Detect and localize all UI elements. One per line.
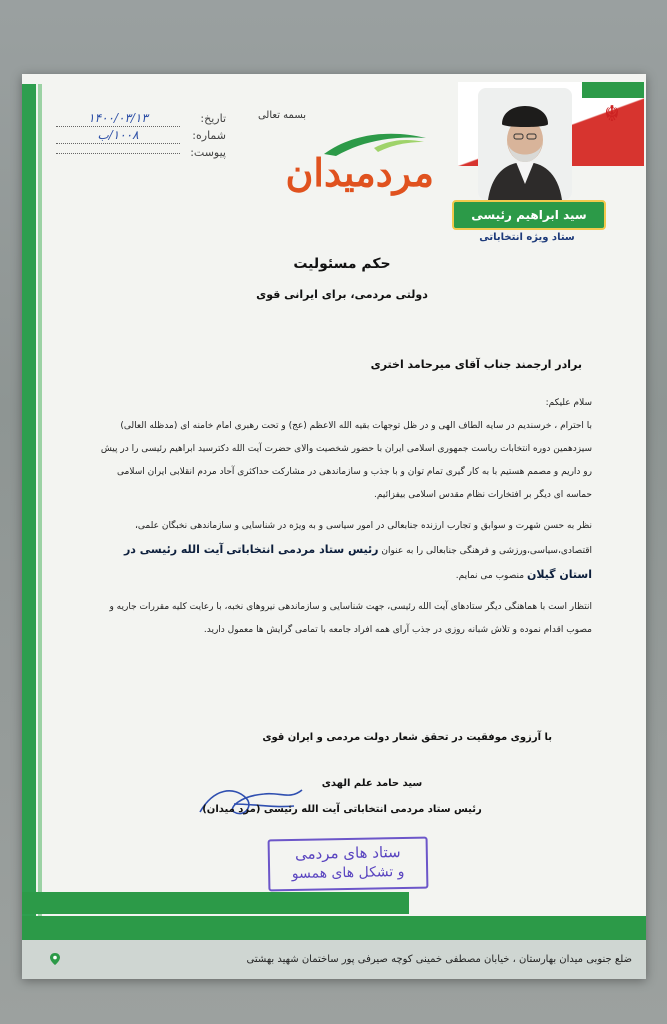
closing-line: با آرزوی موفقیت در تحقق شعار دولت مردمی و ایران قوی <box>262 732 552 743</box>
appointment-title: رئیس ستاد مردمی انتخاباتی <box>226 543 379 556</box>
candidate-portrait <box>478 88 572 200</box>
footer-bar <box>22 940 646 979</box>
paragraph-1: با احترام ، خرسندیم در سایه الطاف الهی و در ظل توجهات بقیه الله الاعظم (عج) و تحت رهبری امام خامنه ای (مدظله العالی) سیزدهمین دوره انتخابات ریاست جمهوری اسلامی ایران با حضور شخصیت والای حضرت آیت الله دکترسید ابراهیم رئیسی را در پیش رو داریم و مصمم هستیم با به کار گیری تمام توان و با جذب و سازماندهی در مشارکت حداکثری آحاد مردم انقلابی ایران اسلامی حماسه ای دیگر بر افتخارات نظام مقدس اسلامی بیفزائیم. <box>100 421 592 500</box>
iran-emblem-icon: ☬ <box>604 102 620 127</box>
paragraph-2 <box>92 515 592 588</box>
footer-stripe-top <box>22 892 646 914</box>
attachment-value <box>56 152 180 154</box>
letter-body <box>92 392 592 642</box>
letter-meta <box>56 110 226 161</box>
date-value: ۱۴۰۰/۰۳/۱۳ <box>56 111 180 127</box>
footer-address: ضلع جنوبی میدان بهارستان ، خیابان مصطفی خمینی کوچه صیرفی پور ساختمان شهید بهشتی <box>246 954 632 965</box>
location-pin-icon <box>48 952 62 966</box>
attachment-label: پیوست: <box>190 146 226 159</box>
signer-role: رئیس ستاد مردمی انتخاباتی آیت الله رئیسی (مرد میدان) <box>202 804 482 815</box>
flag-green-stripe <box>582 82 644 98</box>
signer-name: سید حامد علم الهدی <box>321 778 423 789</box>
stamp-line-1: ستاد های مردمی <box>294 843 401 863</box>
appointment-region: آیت الله رئیسی در استان گیلان <box>123 543 592 581</box>
date-label: تاریخ: <box>200 112 226 125</box>
stamp-line-2: و تشکل های همسو <box>291 864 405 882</box>
document-slogan: دولتی مردمی، برای ایرانی قوی <box>256 288 428 301</box>
document-title: حکم مسئولیت <box>293 256 391 272</box>
campaign-subtitle: ستاد ویژه انتخاباتی <box>479 232 575 243</box>
candidate-name-banner: سید ابراهیم رئیسی <box>452 200 606 230</box>
paragraph-2-text: نظر به حسن شهرت و سوابق و تجارب ارزنده جنابعالی در امور سیاسی و به ویژه در شناسایی و سازماندهی نخبگان علمی، اقتصادی،سیاسی،ورزشی و فرهنگی جنابعالی را به عنوان <box>135 521 592 556</box>
logo-text: مردمیدان <box>285 150 434 195</box>
number-row <box>56 127 226 144</box>
recipient-line: برادر ارجمند جناب آقای میرحامد اختری <box>370 358 582 371</box>
greeting: سلام علیکم: <box>545 398 592 408</box>
portrait-icon <box>478 88 572 200</box>
left-light-bar <box>38 84 42 944</box>
attachment-row <box>56 144 226 161</box>
footer-stripe-green <box>22 916 646 940</box>
mard-meydan-logo <box>285 128 434 223</box>
letter-sheet <box>22 74 646 979</box>
number-value: ۱۰۰۸/ب <box>56 128 180 144</box>
number-label: شماره: <box>192 129 226 142</box>
basmala: بسمه تعالی <box>257 110 307 121</box>
paragraph-2-end: منصوب می نمایم. <box>455 571 525 581</box>
date-row <box>56 110 226 127</box>
left-green-bar <box>22 84 36 944</box>
organization-stamp <box>268 837 429 892</box>
paragraph-3: انتظار است با هماهنگی دیگر ستادهای آیت الله رئیسی، جهت شناسایی و سازماندهی نیروهای نخبه، با رعایت کلیه مقررات جاریه و مصوب اقدام نموده و تلاش شبانه روزی در جذب آرای همه افراد جامعه با تمامی گرایش ها معمول دارید. <box>109 602 592 635</box>
